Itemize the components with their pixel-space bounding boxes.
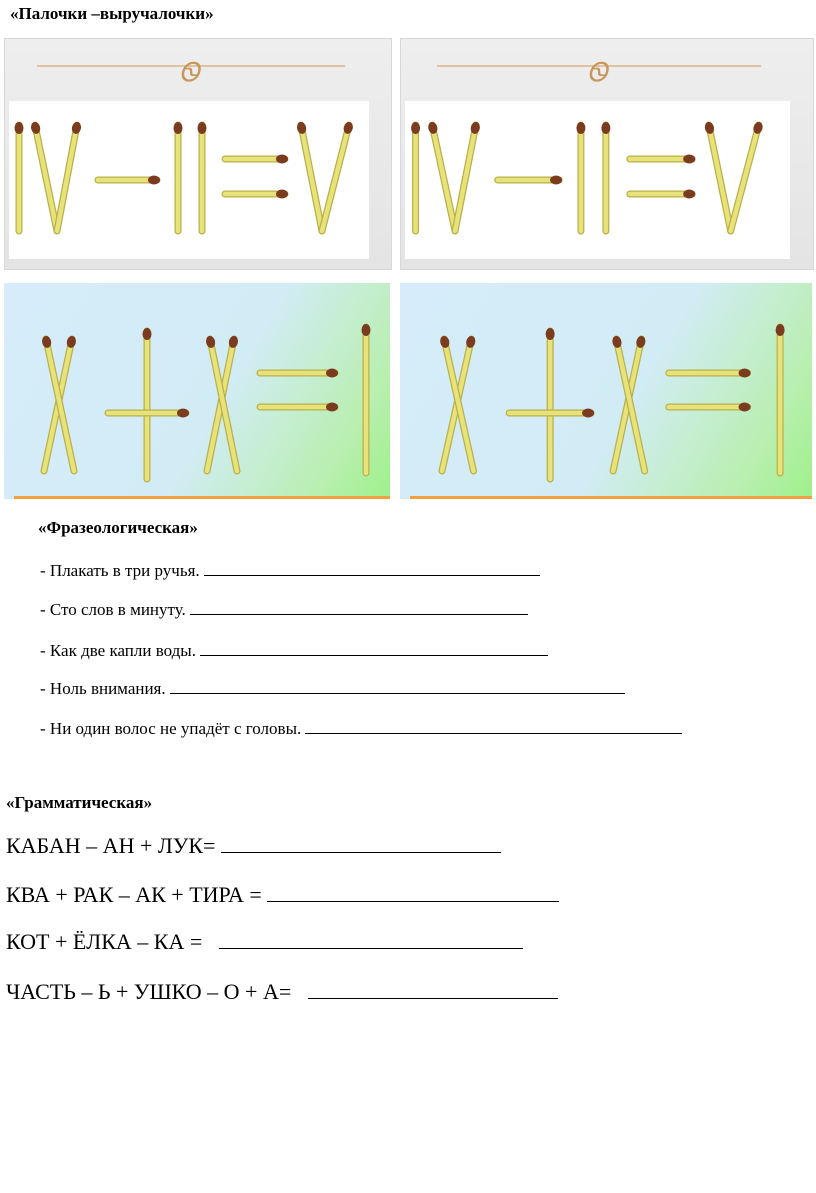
- grammar-equation: КАБАН – АН + ЛУК=: [6, 832, 501, 859]
- answer-line[interactable]: [204, 560, 540, 576]
- matchstick-panel-2a: [4, 283, 390, 499]
- matchstick-equation-roman-2a: [4, 283, 390, 499]
- matchstick: [174, 122, 183, 231]
- matchstick: [411, 122, 420, 231]
- answer-line[interactable]: [308, 978, 558, 999]
- grammar-equation: ЧАСТЬ – Ь + УШКО – О + А=: [6, 978, 558, 1005]
- matchstick: [98, 176, 160, 185]
- divider: [410, 496, 812, 499]
- divider: [14, 496, 390, 499]
- matchstick: [630, 155, 695, 164]
- grammar-equation: КОТ + ЁЛКА – КА =: [6, 928, 523, 955]
- matchstick: [225, 155, 288, 164]
- matchstick: [776, 324, 785, 473]
- phrase-item: - Как две капли воды.: [40, 640, 548, 661]
- answer-line[interactable]: [190, 599, 528, 615]
- answer-line[interactable]: [267, 881, 559, 902]
- matchstick: [509, 409, 594, 418]
- page-title: «Палочки –выручалочки»: [10, 4, 214, 23]
- matchstick-equation-roman-1a: [5, 39, 391, 269]
- grammar-equation: КВА + РАК – АК + ТИРА =: [6, 881, 559, 908]
- matchstick-equation-roman-2b: [400, 283, 812, 499]
- answer-line[interactable]: [221, 832, 501, 853]
- matchstick: [546, 328, 555, 479]
- matchstick: [15, 122, 24, 231]
- matchstick: [601, 122, 610, 231]
- phrase-item: - Сто слов в минуту.: [40, 599, 528, 620]
- matchstick: [198, 122, 207, 231]
- matchstick: [669, 403, 751, 412]
- matchstick: [498, 176, 562, 185]
- matchstick: [576, 122, 585, 231]
- matchstick-panel-2b: [400, 283, 812, 499]
- answer-line[interactable]: [219, 928, 523, 949]
- matchstick: [225, 190, 288, 199]
- answer-line[interactable]: [305, 718, 682, 734]
- matchstick-panel-1b: [400, 38, 814, 270]
- matchstick: [260, 369, 338, 378]
- grammatical-heading: «Грамматическая»: [6, 793, 153, 812]
- answer-line[interactable]: [170, 678, 625, 694]
- matchstick: [108, 409, 189, 418]
- matchstick: [143, 328, 152, 479]
- phrase-item: - Плакать в три ручья.: [40, 560, 540, 581]
- phrase-item: - Ни один волос не упадёт с головы.: [40, 718, 682, 739]
- matchstick: [362, 324, 371, 473]
- answer-line[interactable]: [200, 640, 548, 656]
- matchstick: [260, 403, 338, 412]
- matchstick-panel-1a: [4, 38, 392, 270]
- phrase-item: - Ноль внимания.: [40, 678, 625, 699]
- phraseological-heading: «Фразеологическая»: [38, 518, 198, 537]
- svg-text:Ꮻ: Ꮻ: [179, 58, 200, 88]
- matchstick: [669, 369, 751, 378]
- svg-text:Ꮻ: Ꮻ: [587, 58, 608, 88]
- matchstick-equation-roman-1b: [401, 39, 813, 269]
- matchstick: [630, 190, 695, 199]
